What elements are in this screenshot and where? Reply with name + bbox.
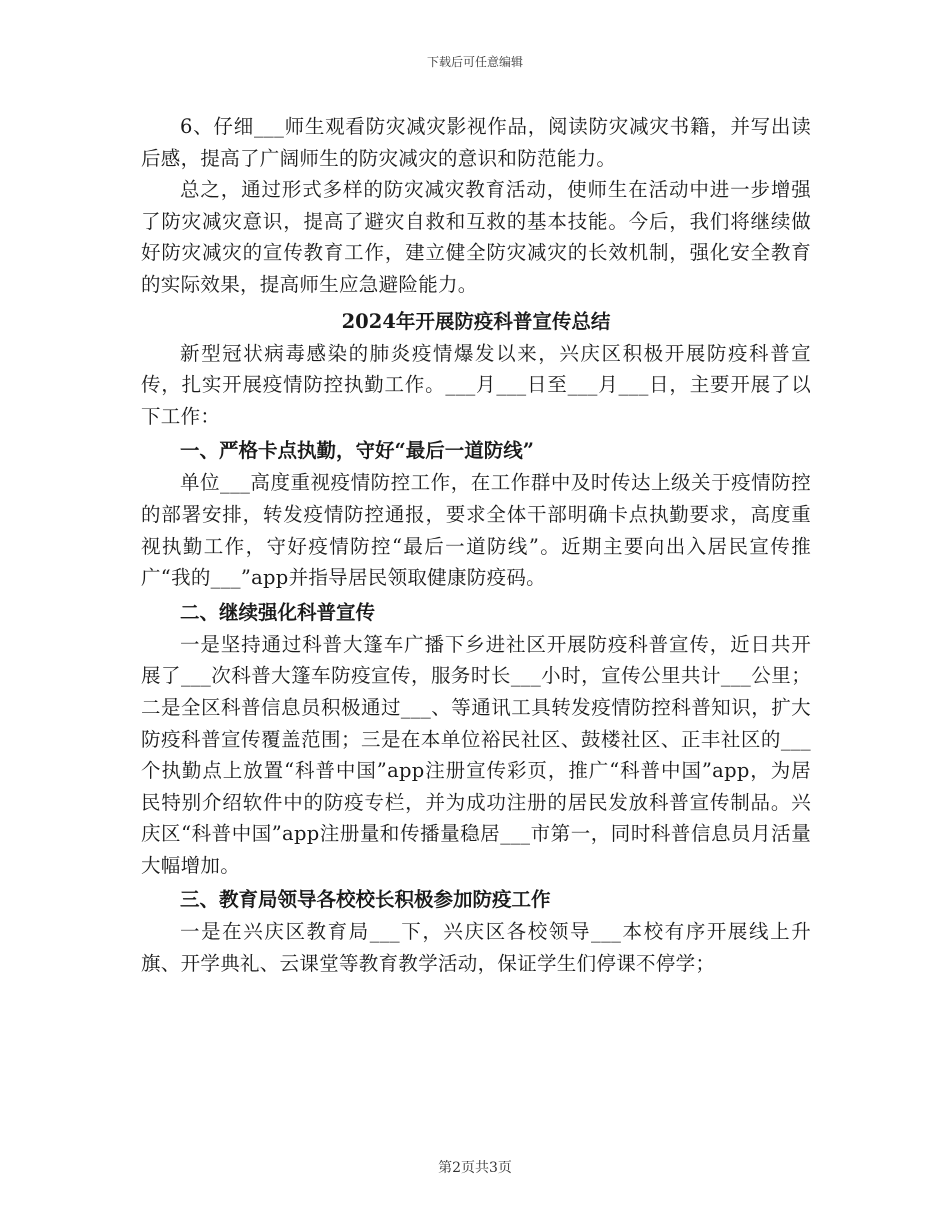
paragraph-section-3: 一是在兴庆区教育局___下，兴庆区各校领导___本校有序开展线上升旗、开学典礼、云课堂等教育教学活动，保证学生们停课不停学； [141, 920, 811, 976]
paragraph-summary: 总之，通过形式多样的防灾减灾教育活动，使师生在活动中进一步增强了防灾减灾意识，提高了避灾自救和互救的基本技能。今后，我们将继续做好防灾减灾的宣传教育工作，建立健全防灾减灾的长效机制，强化安全教育的实际效果，提高师生应急避险能力。 [141, 178, 811, 296]
section-heading-2: 二、继续强化科普宣传 [180, 600, 376, 624]
paragraph-intro: 新型冠状病毒感染的肺炎疫情爆发以来，兴庆区积极开展防疫科普宣传，扎实开展疫情防控执勤工作。___月___日至___月___日，主要开展了以下工作： [141, 341, 811, 428]
paragraph-item-6: 6、仔细___师生观看防灾减灾影视作品，阅读防灾减灾书籍，并写出读后感，提高了广阔师生的防灾减灾的意识和防范能力。 [141, 115, 811, 170]
paragraph-section-1: 单位___高度重视疫情防控工作，在工作群中及时传达上级关于疫情防控的部署安排，转发疫情防控通报，要求全体干部明确卡点执勤要求，高度重视执勤工作，守好疫情防控“最后一道防线”。近期主要向出入居民宣传推广“我的___”app并指导居民领取健康防疫码。 [141, 471, 811, 590]
section-heading-3: 三、教育局领导各校校长积极参加防疫工作 [180, 888, 551, 912]
page-footer: 第2页共3页 [438, 1160, 512, 1176]
document-title: 2024年开展防疫科普宣传总结 [341, 309, 611, 333]
section-heading-1: 一、严格卡点执勤，守好“最后一道防线” [180, 439, 534, 463]
paragraph-section-2: 一是坚持通过科普大篷车广播下乡进社区开展防疫科普宣传，近日共开展了___次科普大篷车防疫宣传，服务时长___小时，宣传公里共计___公里；二是全区科普信息员积极通过___、等通讯工具转发疫情防控科普知识，扩大防疫科普宣传覆盖范围；三是在本单位裕民社区、鼓楼社区、正丰社区的___个执勤点上放置“科普中国”app注册宣传彩页，推广“科普中国”app，为居民特别介绍软件中的防疫专栏，并为成功注册的居民发放科普宣传制品。兴庆区“科普中国”app注册量和传播量稳居___市第一，同时科普信息员月活量大幅增加。 [141, 632, 811, 877]
page-header: 下载后可任意编辑 [426, 55, 523, 69]
document-body [141, 111, 811, 980]
